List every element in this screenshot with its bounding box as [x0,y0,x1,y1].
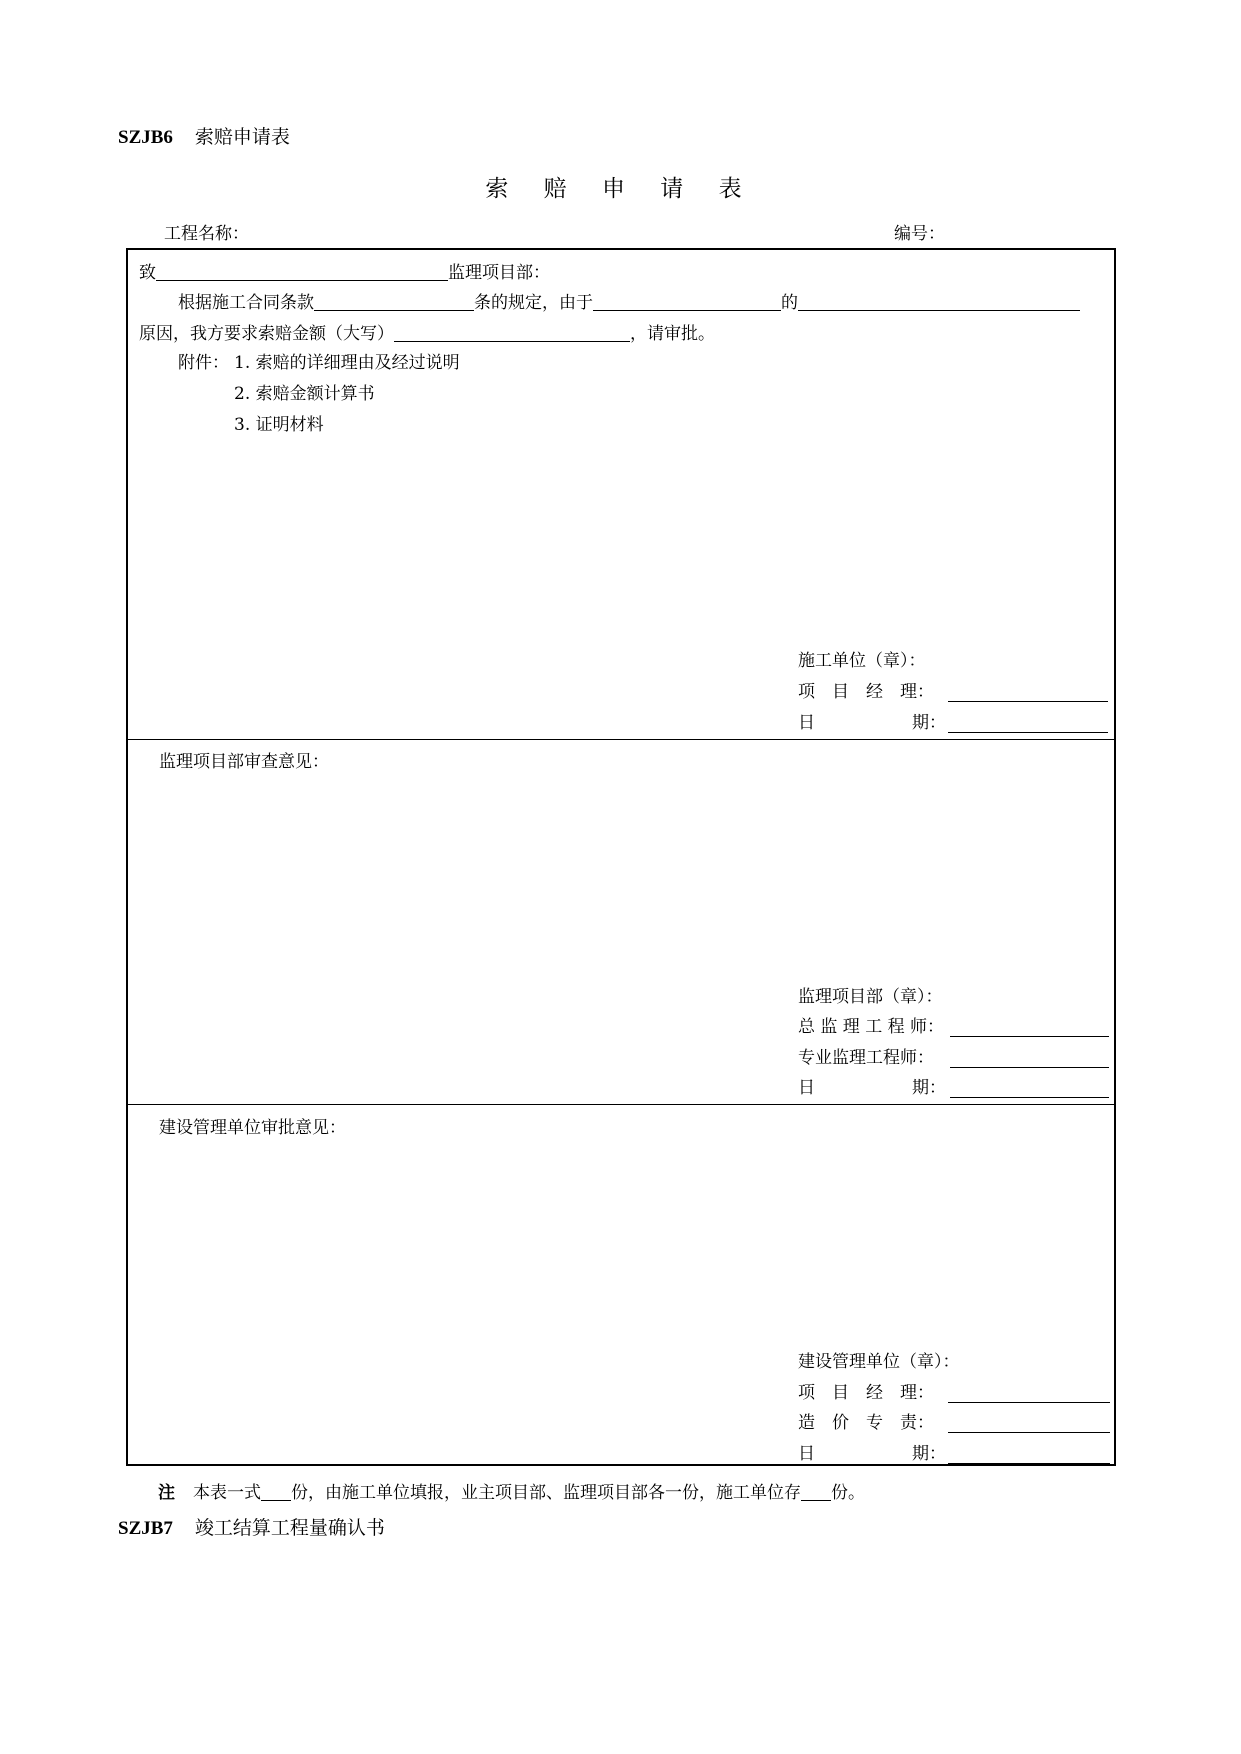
cost-officer-signature-line[interactable] [948,1432,1110,1433]
footnote: 注 本表一式 份，由施工单位填报，业主项目部、监理项目部各一份，施工单位存 份。 [158,1483,865,1503]
contract-clause-blank[interactable] [314,292,474,311]
form-code-name: 索赔申请表 [194,126,290,148]
supervision-date-label-b: 期： [912,1078,946,1098]
claim-amount-line: 原因，我方要求索赔金额（大写） ，请审批。 [139,324,715,344]
contractor-date-label-a: 日 [798,713,815,733]
section-divider-2 [126,1104,1116,1105]
form-code-header [118,122,290,149]
form-code: SZJB6 [118,127,173,148]
supervision-date-line[interactable] [950,1097,1109,1098]
contractor-seal-label: 施工单位（章）： [798,651,926,671]
section-divider-1 [126,739,1116,740]
serial-number-label: 编号： [894,224,945,244]
contractor-manager-signature-line[interactable] [948,701,1108,702]
attachment-item: 1. 索赔的详细理由及经过说明 [234,353,460,373]
addressee-line: 致 监理项目部： [139,263,550,283]
next-form-code: SZJB7 [118,1518,173,1539]
footnote-label: 注 [158,1483,175,1503]
supervision-date-label-a: 日 [798,1078,815,1098]
next-form-code-name: 竣工结算工程量确认书 [194,1517,385,1539]
attachment-label: 附件： [178,353,229,373]
supervision-dept-blank[interactable] [156,262,448,281]
form-title: 索 赔 申 请 表 [485,176,756,202]
owner-manager-label: 项 目 经 理： [798,1383,934,1403]
attachment-item: 3. 证明材料 [234,415,324,435]
chief-engineer-label: 总 监 理 工 程 师： [798,1017,945,1037]
reason-blank[interactable] [593,292,781,311]
supervision-seal-label: 监理项目部（章）： [798,987,943,1007]
owner-approval-heading: 建设管理单位审批意见： [159,1118,346,1138]
reason-detail-blank[interactable] [798,292,1080,311]
specialist-engineer-label: 专业监理工程师： [798,1048,934,1068]
owner-seal-label: 建设管理单位（章）： [798,1352,960,1372]
chief-engineer-signature-line[interactable] [950,1036,1109,1037]
cost-officer-label: 造 价 专 责： [798,1413,934,1433]
owner-manager-signature-line[interactable] [948,1402,1110,1403]
owner-date-label-a: 日 [798,1444,815,1464]
next-form-code-header [118,1513,385,1540]
attachment-item: 2. 索赔金额计算书 [234,384,375,404]
owner-date-label-b: 期： [912,1444,946,1464]
contractor-copies-blank[interactable] [801,1482,831,1501]
supervision-review-heading: 监理项目部审查意见： [159,752,329,772]
contract-clause-line: 根据施工合同条款 条的规定，由于 的 [178,292,1080,313]
contractor-manager-label: 项 目 经 理： [798,682,934,702]
specialist-engineer-signature-line[interactable] [950,1067,1109,1068]
owner-date-line[interactable] [948,1463,1110,1464]
claim-amount-blank[interactable] [394,323,630,342]
copies-blank[interactable] [261,1482,291,1501]
contractor-date-line[interactable] [948,732,1108,733]
project-name-label: 工程名称： [164,224,249,244]
contractor-date-label-b: 期： [912,713,946,733]
